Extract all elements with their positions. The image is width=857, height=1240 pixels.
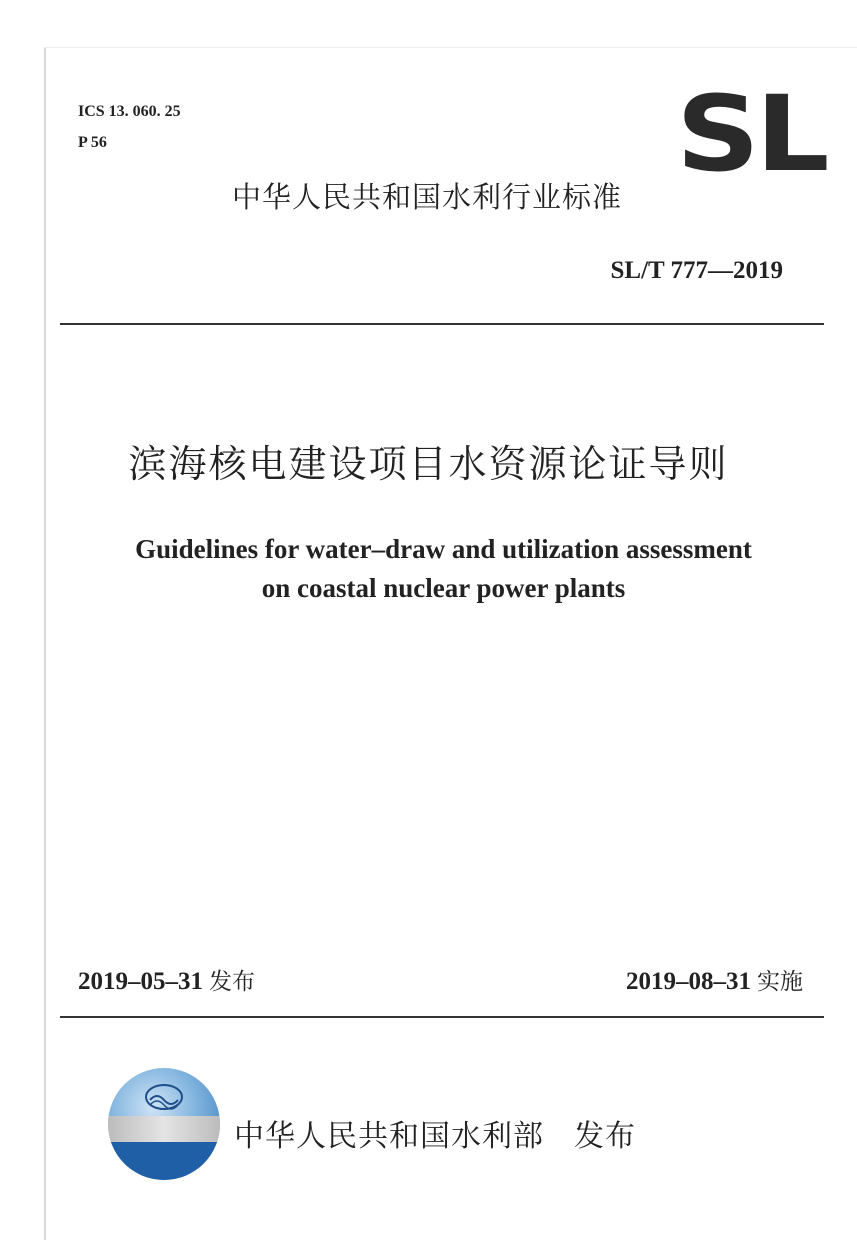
title-chinese: 滨海核电建设项目水资源论证导则 bbox=[128, 442, 729, 486]
seal-emblem-icon bbox=[144, 1082, 184, 1112]
bottom-divider bbox=[60, 1016, 824, 1018]
issue-date bbox=[78, 969, 255, 994]
top-divider bbox=[60, 323, 824, 325]
standard-category: 中华人民共和国水利行业标准 bbox=[232, 180, 623, 214]
seal-silver-band bbox=[108, 1116, 220, 1142]
implementation-date-value: 2019–08–31 bbox=[626, 968, 751, 995]
anti-counterfeit-seal-icon bbox=[108, 1068, 220, 1180]
title-english-line1: Guidelines for water–draw and utilization assessment bbox=[135, 534, 752, 564]
issue-date-label: 发布 bbox=[209, 969, 255, 995]
publisher-name: 中华人民共和国水利部 bbox=[234, 1119, 544, 1154]
title-english-line2: on coastal nuclear power plants bbox=[261, 573, 626, 603]
seal-lower-area bbox=[108, 1142, 220, 1180]
implementation-date-label: 实施 bbox=[757, 969, 803, 995]
classification-code: P 56 bbox=[78, 134, 107, 151]
publisher bbox=[234, 1119, 636, 1154]
implementation-date bbox=[626, 969, 803, 994]
publisher-label: 发布 bbox=[574, 1119, 636, 1154]
standard-number: SL/T 777—2019 bbox=[610, 257, 783, 284]
sl-logo: SL bbox=[676, 73, 826, 195]
title-english bbox=[0, 530, 857, 608]
page-left-edge bbox=[44, 48, 46, 1240]
ics-code: ICS 13. 060. 25 bbox=[78, 103, 181, 120]
issue-date-value: 2019–05–31 bbox=[78, 968, 203, 995]
page-top-edge bbox=[44, 47, 857, 48]
